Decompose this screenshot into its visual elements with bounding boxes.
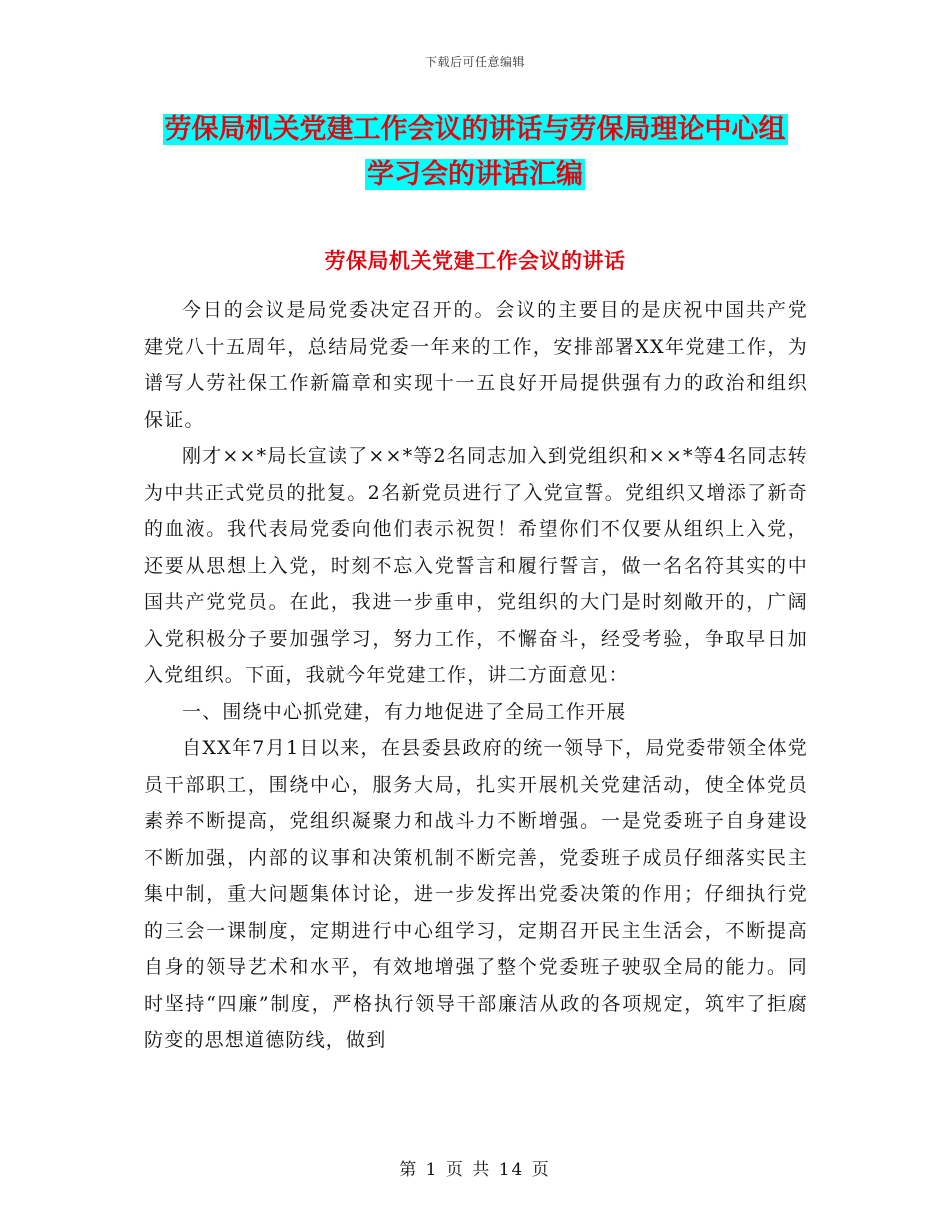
- paragraph-3-heading: 一、围绕中心抓党建，有力地促进了全局工作开展: [182, 700, 627, 723]
- paragraph-2: 刚才××*局长宣读了××*等2名同志加入到党组织和××*等4名同志转为中共正式党员的批复。2名新党员进行了入党宣誓。党组织又增添了新奇的血液。我代表局党委向他们表示祝贺！希望你们不仅要从组织上入党，还要从思想上入党，时刻不忘入党誓言和履行誓言，做一名名符其实的中国共产党党员。在此，我进一步重申，党组织的大门是时刻敞开的，广阔入党积极分子要加强学习，努力工作，不懈奋斗，经受考验，争取早日加入党组织。下面，我就今年党建工作，讲二方面意见：: [144, 445, 808, 686]
- body-text: [144, 292, 808, 1059]
- paragraph-4: 自XX年7月1日以来，在县委县政府的统一领导下，局党委带领全体党员干部职工，围绕中心，服务大局，扎实开展机关党建活动，使全体党员素养不断提高，党组织凝聚力和战斗力不断增强。一是党委班子自身建设不断加强，内部的议事和决策机制不断完善，党委班子成员仔细落实民主集中制，重大问题集体讨论，进一步发挥出党委决策的作用；仔细执行党的三会一课制度，定期进行中心组学习，定期召开民主生活会，不断提高自身的领导艺术和水平，有效地增强了整个党委班子驶驭全局的能力。同时坚持“四廉”制度，严格执行领导干部廉洁从政的各项规定，筑牢了拒腐防变的思想道德防线，做到: [144, 737, 808, 1051]
- section-title: 劳保局机关党建工作会议的讲话: [324, 249, 626, 273]
- paragraph-1: 今日的会议是局党委决定召开的。会议的主要目的是庆祝中国共产党建党八十五周年，总结局党委一年来的工作，安排部署XX年党建工作，为谱写人劳社保工作新篇章和实现十一五良好开局提供强有力的政治和组织保证。: [144, 299, 808, 431]
- document-title-line-1: [0, 110, 950, 150]
- page-number-footer: 第 1 页 共 14 页: [399, 1160, 551, 1180]
- document-title-highlight-1: 劳保局机关党建工作会议的讲话与劳保局理论中心组: [164, 114, 786, 145]
- document-title-highlight-2: 学习会的讲话汇编: [367, 159, 583, 190]
- document-title-line-2: [0, 155, 950, 195]
- header-note: 下载后可任意编辑: [424, 55, 525, 69]
